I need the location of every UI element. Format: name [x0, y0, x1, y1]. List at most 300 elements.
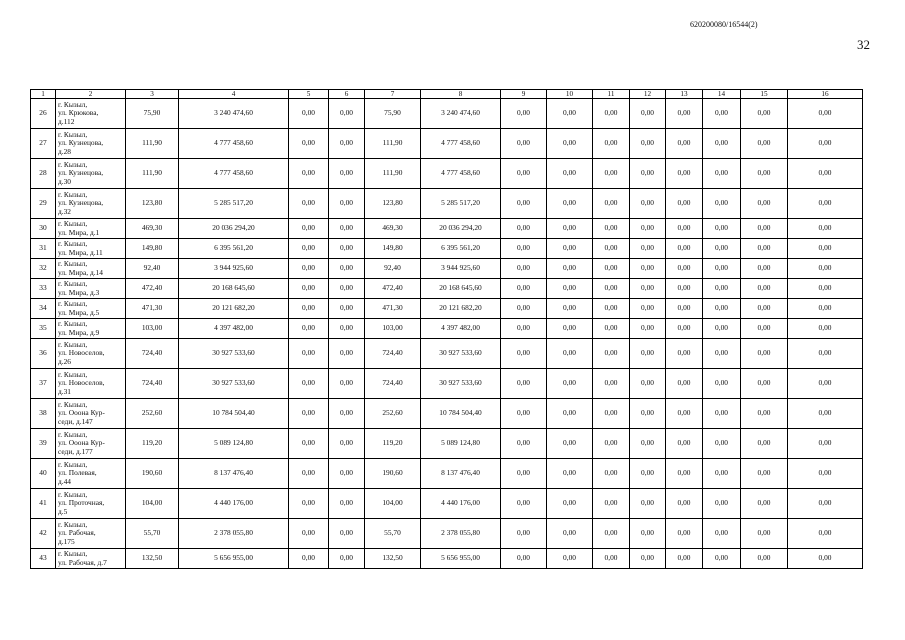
- table-row: [31, 259, 863, 279]
- value-cell: 0,00: [593, 399, 630, 429]
- value-cell: 0,00: [788, 219, 863, 239]
- value-cell: 0,00: [593, 319, 630, 339]
- value-cell: 0,00: [703, 159, 741, 189]
- address-line: г. Кызыл,: [58, 259, 88, 269]
- value-cell: 0,00: [630, 159, 666, 189]
- value-cell: 0,00: [501, 549, 547, 569]
- value-cell: 0,00: [630, 299, 666, 319]
- address-line: г. Кызыл,: [58, 460, 88, 470]
- value-cell: 0,00: [501, 159, 547, 189]
- value-cell: 0,00: [666, 219, 703, 239]
- address-cell: [56, 399, 126, 429]
- value-cell: 30 927 533,60: [179, 339, 289, 369]
- column-header: 1: [31, 90, 56, 99]
- value-cell: 103,00: [126, 319, 179, 339]
- address-line: г. Кызыл,: [58, 279, 88, 289]
- value-cell: 0,00: [703, 129, 741, 159]
- value-cell: 0,00: [666, 399, 703, 429]
- value-cell: 0,00: [289, 99, 329, 129]
- address-line: ул. Рабочая,: [58, 528, 96, 538]
- address-line: д.31: [58, 386, 71, 396]
- value-cell: 0,00: [741, 189, 788, 219]
- value-cell: 0,00: [593, 159, 630, 189]
- value-cell: 0,00: [329, 339, 365, 369]
- column-header: 15: [741, 90, 788, 99]
- value-cell: 30 927 533,60: [421, 369, 501, 399]
- value-cell: 0,00: [703, 299, 741, 319]
- address-cell: [56, 299, 126, 319]
- value-cell: 0,00: [741, 239, 788, 259]
- value-cell: 3 240 474,60: [179, 99, 289, 129]
- value-cell: 0,00: [501, 429, 547, 459]
- row-number: 38: [31, 399, 56, 429]
- value-cell: 0,00: [501, 399, 547, 429]
- value-cell: 0,00: [547, 519, 593, 549]
- table-row: [31, 299, 863, 319]
- value-cell: 0,00: [630, 319, 666, 339]
- table-row: [31, 219, 863, 239]
- value-cell: 0,00: [666, 429, 703, 459]
- value-cell: 0,00: [501, 129, 547, 159]
- address-line: д.32: [58, 206, 71, 216]
- value-cell: 8 137 476,40: [179, 459, 289, 489]
- value-cell: 0,00: [788, 369, 863, 399]
- value-cell: 0,00: [593, 299, 630, 319]
- address-line: г. Кызыл,: [58, 239, 88, 249]
- value-cell: 119,20: [365, 429, 421, 459]
- address-line: ул. Рабочая, д.7: [58, 557, 107, 567]
- address-line: г. Кызыл,: [58, 319, 88, 329]
- address-line: г. Кызыл,: [58, 490, 88, 500]
- column-header: 7: [365, 90, 421, 99]
- value-cell: 0,00: [329, 519, 365, 549]
- value-cell: 0,00: [329, 319, 365, 339]
- row-number: 27: [31, 129, 56, 159]
- value-cell: 0,00: [289, 489, 329, 519]
- value-cell: 469,30: [126, 219, 179, 239]
- data-table: [30, 89, 863, 569]
- value-cell: 55,70: [126, 519, 179, 549]
- value-cell: 0,00: [666, 459, 703, 489]
- address-line: ул. Новоселов,: [58, 348, 105, 358]
- value-cell: 0,00: [703, 399, 741, 429]
- address-line: д.30: [58, 176, 71, 186]
- address-line: ул. Мира, д.14: [58, 267, 103, 277]
- row-number: 42: [31, 519, 56, 549]
- value-cell: 0,00: [741, 459, 788, 489]
- table-row: [31, 399, 863, 429]
- value-cell: 0,00: [289, 459, 329, 489]
- value-cell: 0,00: [703, 219, 741, 239]
- value-cell: 20 036 294,20: [421, 219, 501, 239]
- value-cell: 0,00: [703, 459, 741, 489]
- value-cell: 0,00: [547, 279, 593, 299]
- value-cell: 0,00: [547, 189, 593, 219]
- value-cell: 111,90: [365, 129, 421, 159]
- value-cell: 0,00: [788, 189, 863, 219]
- table-row: [31, 429, 863, 459]
- value-cell: 472,40: [126, 279, 179, 299]
- address-line: г. Кызыл,: [58, 400, 88, 410]
- value-cell: 0,00: [741, 429, 788, 459]
- row-number: 40: [31, 459, 56, 489]
- row-number: 34: [31, 299, 56, 319]
- value-cell: 0,00: [329, 549, 365, 569]
- value-cell: 0,00: [289, 549, 329, 569]
- value-cell: 92,40: [365, 259, 421, 279]
- address-line: г. Кызыл,: [58, 100, 88, 110]
- value-cell: 0,00: [788, 339, 863, 369]
- value-cell: 0,00: [741, 299, 788, 319]
- value-cell: 471,30: [365, 299, 421, 319]
- table-row: [31, 489, 863, 519]
- value-cell: 0,00: [547, 319, 593, 339]
- value-cell: 0,00: [703, 259, 741, 279]
- value-cell: 0,00: [501, 219, 547, 239]
- value-cell: 0,00: [289, 189, 329, 219]
- table-row: [31, 369, 863, 399]
- value-cell: 3 944 925,60: [421, 259, 501, 279]
- value-cell: 252,60: [365, 399, 421, 429]
- address-cell: [56, 549, 126, 569]
- value-cell: 75,90: [365, 99, 421, 129]
- address-line: г. Кызыл,: [58, 299, 88, 309]
- value-cell: 0,00: [630, 239, 666, 259]
- value-cell: 0,00: [630, 369, 666, 399]
- value-cell: 0,00: [788, 519, 863, 549]
- row-number: 43: [31, 549, 56, 569]
- value-cell: 0,00: [289, 429, 329, 459]
- value-cell: 0,00: [666, 549, 703, 569]
- value-cell: 0,00: [741, 259, 788, 279]
- address-line: ул. Мира, д.1: [58, 227, 100, 237]
- value-cell: 0,00: [703, 239, 741, 259]
- value-cell: 0,00: [630, 189, 666, 219]
- value-cell: 55,70: [365, 519, 421, 549]
- address-line: ул. Мира, д.11: [58, 247, 103, 257]
- row-number: 29: [31, 189, 56, 219]
- value-cell: 2 378 055,80: [179, 519, 289, 549]
- address-line: г. Кызыл,: [58, 370, 88, 380]
- address-line: ул. Кузнецова,: [58, 138, 104, 148]
- value-cell: 252,60: [126, 399, 179, 429]
- value-cell: 0,00: [547, 549, 593, 569]
- value-cell: 0,00: [593, 339, 630, 369]
- value-cell: 0,00: [593, 99, 630, 129]
- value-cell: 0,00: [329, 259, 365, 279]
- table-row: [31, 189, 863, 219]
- address-line: ул. Новоселов,: [58, 378, 105, 388]
- value-cell: 724,40: [126, 369, 179, 399]
- value-cell: 0,00: [289, 369, 329, 399]
- value-cell: 111,90: [365, 159, 421, 189]
- value-cell: 4 440 176,00: [179, 489, 289, 519]
- value-cell: 0,00: [329, 189, 365, 219]
- value-cell: 0,00: [788, 159, 863, 189]
- value-cell: 0,00: [703, 189, 741, 219]
- row-number: 33: [31, 279, 56, 299]
- value-cell: 0,00: [329, 239, 365, 259]
- value-cell: 149,80: [126, 239, 179, 259]
- row-number: 36: [31, 339, 56, 369]
- value-cell: 103,00: [365, 319, 421, 339]
- row-number: 26: [31, 99, 56, 129]
- value-cell: 6 395 561,20: [421, 239, 501, 259]
- value-cell: 0,00: [329, 489, 365, 519]
- value-cell: 5 089 124,80: [179, 429, 289, 459]
- value-cell: 0,00: [501, 369, 547, 399]
- value-cell: 0,00: [741, 129, 788, 159]
- value-cell: 0,00: [788, 399, 863, 429]
- address-cell: [56, 129, 126, 159]
- value-cell: 0,00: [630, 489, 666, 519]
- value-cell: 0,00: [788, 279, 863, 299]
- value-cell: 4 777 458,60: [179, 129, 289, 159]
- value-cell: 0,00: [703, 519, 741, 549]
- value-cell: 469,30: [365, 219, 421, 239]
- address-cell: [56, 189, 126, 219]
- value-cell: 0,00: [630, 519, 666, 549]
- value-cell: 0,00: [547, 129, 593, 159]
- column-header: 8: [421, 90, 501, 99]
- value-cell: 30 927 533,60: [421, 339, 501, 369]
- value-cell: 0,00: [547, 299, 593, 319]
- value-cell: 0,00: [630, 259, 666, 279]
- value-cell: 472,40: [365, 279, 421, 299]
- address-cell: [56, 369, 126, 399]
- address-cell: [56, 279, 126, 299]
- value-cell: 0,00: [289, 259, 329, 279]
- value-cell: 4 397 482,00: [421, 319, 501, 339]
- value-cell: 123,80: [126, 189, 179, 219]
- value-cell: 20 036 294,20: [179, 219, 289, 239]
- value-cell: 4 440 176,00: [421, 489, 501, 519]
- value-cell: 123,80: [365, 189, 421, 219]
- address-line: д.44: [58, 476, 71, 486]
- value-cell: 0,00: [501, 519, 547, 549]
- value-cell: 0,00: [666, 319, 703, 339]
- value-cell: 5 285 517,20: [179, 189, 289, 219]
- address-line: ул. Проточная,: [58, 498, 105, 508]
- address-line: ул. Ооона Кур-: [58, 438, 105, 448]
- address-line: ул. Кузнецова,: [58, 168, 104, 178]
- value-cell: 190,60: [126, 459, 179, 489]
- value-cell: 0,00: [593, 239, 630, 259]
- value-cell: 0,00: [666, 189, 703, 219]
- value-cell: 0,00: [788, 239, 863, 259]
- value-cell: 0,00: [703, 339, 741, 369]
- address-line: г. Кызыл,: [58, 340, 88, 350]
- value-cell: 0,00: [666, 159, 703, 189]
- column-header: 6: [329, 90, 365, 99]
- value-cell: 0,00: [289, 129, 329, 159]
- value-cell: 0,00: [741, 219, 788, 239]
- column-header: 14: [703, 90, 741, 99]
- value-cell: 0,00: [329, 369, 365, 399]
- value-cell: 132,50: [126, 549, 179, 569]
- value-cell: 0,00: [501, 319, 547, 339]
- value-cell: 0,00: [547, 369, 593, 399]
- table-row: [31, 319, 863, 339]
- value-cell: 724,40: [365, 369, 421, 399]
- value-cell: 0,00: [741, 399, 788, 429]
- value-cell: 0,00: [666, 99, 703, 129]
- value-cell: 0,00: [630, 99, 666, 129]
- value-cell: 132,50: [365, 549, 421, 569]
- address-line: г. Кызыл,: [58, 160, 88, 170]
- value-cell: 10 784 504,40: [421, 399, 501, 429]
- table-body: [31, 99, 863, 569]
- value-cell: 0,00: [547, 259, 593, 279]
- address-cell: [56, 459, 126, 489]
- value-cell: 0,00: [788, 549, 863, 569]
- value-cell: 0,00: [593, 429, 630, 459]
- value-cell: 0,00: [630, 429, 666, 459]
- value-cell: 5 656 955,00: [179, 549, 289, 569]
- value-cell: 0,00: [329, 429, 365, 459]
- value-cell: 119,20: [126, 429, 179, 459]
- address-line: д.26: [58, 356, 71, 366]
- value-cell: 0,00: [630, 339, 666, 369]
- value-cell: 0,00: [593, 129, 630, 159]
- address-line: ул. Ооона Кур-: [58, 408, 105, 418]
- address-line: г. Кызыл,: [58, 219, 88, 229]
- value-cell: 0,00: [703, 279, 741, 299]
- value-cell: 0,00: [501, 189, 547, 219]
- value-cell: 0,00: [593, 259, 630, 279]
- value-cell: 0,00: [547, 219, 593, 239]
- row-number: 37: [31, 369, 56, 399]
- value-cell: 0,00: [788, 129, 863, 159]
- value-cell: 0,00: [788, 489, 863, 519]
- row-number: 31: [31, 239, 56, 259]
- value-cell: 0,00: [547, 429, 593, 459]
- value-cell: 0,00: [547, 459, 593, 489]
- value-cell: 30 927 533,60: [179, 369, 289, 399]
- value-cell: 0,00: [630, 399, 666, 429]
- row-number: 30: [31, 219, 56, 239]
- value-cell: 471,30: [126, 299, 179, 319]
- value-cell: 0,00: [329, 399, 365, 429]
- value-cell: 0,00: [666, 279, 703, 299]
- value-cell: 0,00: [703, 99, 741, 129]
- value-cell: 3 944 925,60: [179, 259, 289, 279]
- address-line: ул. Крюкова,: [58, 108, 99, 118]
- value-cell: 0,00: [741, 549, 788, 569]
- value-cell: 10 784 504,40: [179, 399, 289, 429]
- value-cell: 0,00: [547, 239, 593, 259]
- document-number: 620200080/16544(2): [690, 20, 758, 29]
- address-cell: [56, 259, 126, 279]
- value-cell: 0,00: [630, 459, 666, 489]
- address-line: седи, д.177: [58, 446, 93, 456]
- value-cell: 0,00: [501, 99, 547, 129]
- address-line: г. Кызыл,: [58, 430, 88, 440]
- value-cell: 6 395 561,20: [179, 239, 289, 259]
- value-cell: 0,00: [547, 99, 593, 129]
- address-line: г. Кызыл,: [58, 549, 88, 559]
- column-header: 13: [666, 90, 703, 99]
- value-cell: 0,00: [788, 299, 863, 319]
- table-row: [31, 459, 863, 489]
- value-cell: 5 656 955,00: [421, 549, 501, 569]
- value-cell: 0,00: [501, 339, 547, 369]
- value-cell: 0,00: [703, 429, 741, 459]
- value-cell: 0,00: [666, 129, 703, 159]
- value-cell: 0,00: [547, 489, 593, 519]
- column-header: 16: [788, 90, 863, 99]
- table-row: [31, 129, 863, 159]
- value-cell: 104,00: [365, 489, 421, 519]
- value-cell: 724,40: [365, 339, 421, 369]
- column-header: 5: [289, 90, 329, 99]
- page-number: 32: [857, 37, 870, 52]
- address-line: ул. Мира, д.5: [58, 307, 100, 317]
- value-cell: 0,00: [666, 239, 703, 259]
- value-cell: 0,00: [593, 549, 630, 569]
- value-cell: 0,00: [329, 299, 365, 319]
- value-cell: 0,00: [741, 519, 788, 549]
- value-cell: 0,00: [788, 429, 863, 459]
- column-header: 10: [547, 90, 593, 99]
- value-cell: 0,00: [788, 459, 863, 489]
- value-cell: 75,90: [126, 99, 179, 129]
- address-line: д.5: [58, 506, 68, 516]
- value-cell: 8 137 476,40: [421, 459, 501, 489]
- value-cell: 0,00: [329, 279, 365, 299]
- table-row: [31, 279, 863, 299]
- value-cell: 0,00: [788, 259, 863, 279]
- row-number: 39: [31, 429, 56, 459]
- value-cell: 20 168 645,60: [179, 279, 289, 299]
- address-line: ул. Мира, д.3: [58, 287, 100, 297]
- value-cell: 0,00: [501, 489, 547, 519]
- value-cell: 20 121 682,20: [421, 299, 501, 319]
- row-number: 32: [31, 259, 56, 279]
- column-header: 12: [630, 90, 666, 99]
- value-cell: 190,60: [365, 459, 421, 489]
- address-cell: [56, 99, 126, 129]
- value-cell: 0,00: [703, 549, 741, 569]
- value-cell: 0,00: [289, 339, 329, 369]
- value-cell: 0,00: [547, 159, 593, 189]
- value-cell: 0,00: [741, 339, 788, 369]
- value-cell: 0,00: [630, 549, 666, 569]
- address-cell: [56, 159, 126, 189]
- value-cell: 0,00: [630, 279, 666, 299]
- address-cell: [56, 489, 126, 519]
- value-cell: 0,00: [666, 369, 703, 399]
- table-row: [31, 339, 863, 369]
- address-cell: [56, 239, 126, 259]
- value-cell: 0,00: [289, 239, 329, 259]
- value-cell: 0,00: [630, 219, 666, 239]
- table-row: [31, 549, 863, 569]
- value-cell: 0,00: [666, 259, 703, 279]
- value-cell: 0,00: [593, 459, 630, 489]
- value-cell: 5 089 124,80: [421, 429, 501, 459]
- address-line: ул. Полевая,: [58, 468, 97, 478]
- column-header: 3: [126, 90, 179, 99]
- value-cell: 0,00: [329, 459, 365, 489]
- value-cell: 0,00: [329, 129, 365, 159]
- value-cell: 0,00: [593, 519, 630, 549]
- value-cell: 0,00: [703, 319, 741, 339]
- value-cell: 149,80: [365, 239, 421, 259]
- value-cell: 20 168 645,60: [421, 279, 501, 299]
- value-cell: 0,00: [741, 489, 788, 519]
- value-cell: 4 777 458,60: [421, 159, 501, 189]
